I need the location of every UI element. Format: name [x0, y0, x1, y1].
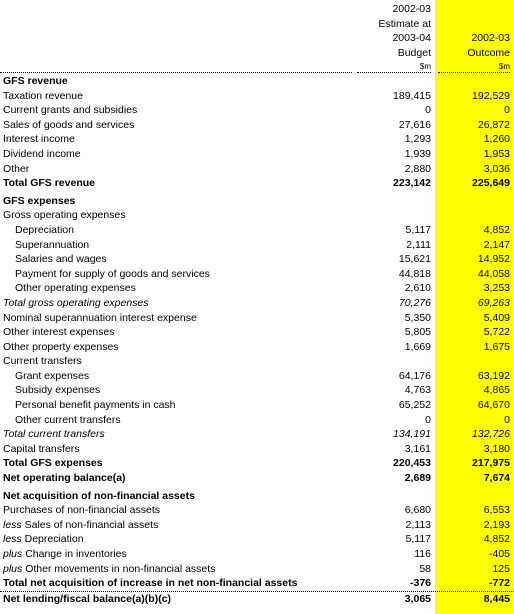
row-label-text: Sales of non-financial assets — [24, 518, 159, 531]
estimate-value: 2,113 — [405, 518, 431, 531]
estimate-value: 64,176 — [398, 369, 431, 382]
outcome-value: 3,253 — [483, 282, 510, 295]
outcome-value: 6,553 — [483, 504, 510, 517]
row-label: Total net acquisition of increase in net non-financial assets — [3, 577, 298, 590]
estimate-value: 2,689 — [404, 472, 431, 485]
outcome-value: 225,649 — [472, 177, 510, 190]
row-label: Gross operating expenses — [3, 209, 126, 222]
outcome-value: 69,263 — [477, 296, 510, 309]
outcome-value: 44,058 — [477, 267, 510, 280]
outcome-value: 26,872 — [477, 118, 510, 131]
row-label — [3, 518, 158, 533]
outcome-value: 5,722 — [483, 326, 510, 339]
table-row — [0, 311, 514, 326]
estimate-header-year: 2002-03 — [392, 3, 431, 15]
outcome-value: 192,529 — [472, 89, 510, 102]
row-label: Taxation revenue — [3, 89, 83, 102]
table-row — [0, 103, 514, 118]
table-row — [0, 296, 514, 311]
table-row — [0, 503, 514, 518]
table-row — [0, 442, 514, 457]
outcome-column-header — [436, 31, 510, 75]
estimate-value: 3,161 — [404, 442, 431, 455]
estimate-value: 4,763 — [404, 384, 431, 397]
table-row — [0, 456, 514, 471]
row-label — [3, 547, 127, 562]
estimate-value: 0 — [425, 413, 431, 426]
estimate-value: 189,415 — [393, 89, 431, 102]
header-rule-labels — [0, 72, 352, 73]
table-row — [0, 223, 514, 238]
table-row — [0, 118, 514, 133]
table-row — [0, 208, 514, 223]
outcome-header-line2: Outcome — [467, 46, 510, 59]
estimate-value: 3,065 — [404, 592, 431, 605]
estimate-header-line4: Budget — [397, 46, 431, 59]
row-label: Subsidy expenses — [15, 384, 101, 397]
table-row — [0, 147, 514, 162]
estimate-value: -376 — [409, 577, 431, 590]
outcome-value: 0 — [504, 413, 510, 426]
row-label: Depreciation — [15, 223, 74, 236]
estimate-value: 134,191 — [393, 428, 431, 441]
estimate-value: 5,805 — [404, 326, 431, 339]
outcome-value: 8,445 — [483, 592, 510, 605]
outcome-value: 2,193 — [483, 518, 510, 531]
row-label — [3, 532, 84, 547]
row-label: Interest income — [3, 133, 75, 146]
row-label: Personal benefit payments in cash — [15, 399, 176, 412]
estimate-value: 1,293 — [404, 133, 431, 146]
estimate-value: 223,142 — [393, 177, 431, 190]
outcome-value: 4,865 — [483, 384, 510, 397]
row-label: GFS revenue — [3, 75, 68, 87]
outcome-value: 125 — [492, 562, 510, 575]
row-label: Other — [3, 162, 30, 175]
table-header — [0, 0, 514, 74]
outcome-value: 64,670 — [477, 399, 510, 412]
table-body — [0, 74, 514, 606]
row-label-prefix: less — [3, 533, 22, 546]
estimate-value: 1,669 — [404, 340, 431, 353]
estimate-header-line3: 2003-04 — [392, 32, 431, 45]
estimate-value: 5,117 — [405, 533, 431, 546]
table-row — [0, 427, 514, 442]
outcome-value: 3,180 — [483, 442, 510, 455]
estimate-column-header — [355, 2, 431, 75]
row-label: Grant expenses — [15, 369, 90, 382]
table-row — [0, 340, 514, 355]
table-row — [0, 281, 514, 296]
row-label: Dividend income — [3, 147, 81, 160]
outcome-value: 63,192 — [477, 369, 510, 382]
header-rule-estimate — [357, 72, 431, 73]
outcome-value: 3,036 — [483, 162, 510, 175]
estimate-value: 70,276 — [398, 296, 431, 309]
table-row — [0, 532, 514, 547]
estimate-value: 6,680 — [404, 504, 431, 517]
estimate-value: 65,252 — [398, 399, 431, 412]
row-label-text: Change in inventories — [25, 548, 127, 560]
row-label: Current transfers — [3, 355, 82, 368]
outcome-value: -405 — [488, 548, 510, 560]
table-row — [0, 162, 514, 177]
table-row — [0, 413, 514, 428]
row-label: Total current transfers — [3, 428, 105, 441]
table-row — [0, 547, 514, 562]
outcome-value: 14,952 — [477, 253, 510, 266]
table-row — [0, 489, 514, 504]
row-label: Sales of goods and services — [3, 118, 135, 131]
row-label: Salaries and wages — [15, 253, 107, 266]
outcome-value: 1,260 — [483, 133, 510, 146]
row-label-text: Other movements in non-financial assets — [25, 562, 216, 575]
table-row — [0, 252, 514, 267]
estimate-value: 15,621 — [398, 253, 431, 266]
row-label: Capital transfers — [3, 442, 80, 455]
estimate-header-unit: $m — [419, 62, 431, 72]
row-label: Superannuation — [15, 238, 90, 251]
outcome-value: 1,953 — [483, 147, 510, 160]
outcome-header-year: 2002-03 — [471, 32, 510, 44]
row-label: Total GFS expenses — [3, 457, 103, 470]
row-label: Net lending/fiscal balance(a)(b)(c) — [3, 592, 172, 605]
outcome-value: 4,852 — [483, 533, 510, 546]
table-row — [0, 89, 514, 104]
estimate-header-line2: Estimate at — [378, 17, 431, 30]
row-label: Purchases of non-financial assets — [3, 504, 161, 517]
row-label: Payment for supply of goods and services — [15, 267, 210, 280]
row-label: Net operating balance(a) — [3, 472, 126, 485]
estimate-value: 5,117 — [405, 223, 431, 236]
row-label: GFS expenses — [3, 194, 76, 207]
table-row — [0, 518, 514, 533]
table-row — [0, 592, 514, 607]
row-label: Net acquisition of non-financial assets — [3, 489, 195, 502]
outcome-header-unit: $m — [498, 62, 510, 72]
estimate-value: 2,111 — [406, 238, 431, 251]
outcome-value: 2,147 — [483, 238, 510, 251]
row-label: Current grants and subsidies — [3, 104, 138, 117]
row-label: Nominal superannuation interest expense — [3, 311, 197, 324]
row-label-text: Depreciation — [24, 533, 84, 546]
table-row — [0, 398, 514, 413]
outcome-value: 0 — [504, 104, 510, 117]
table-row — [0, 576, 514, 592]
estimate-value: 58 — [419, 562, 431, 575]
estimate-value: 0 — [425, 104, 431, 117]
outcome-value: 5,409 — [483, 311, 510, 324]
row-label: Other current transfers — [15, 413, 121, 426]
table-row — [0, 383, 514, 398]
table-row — [0, 471, 514, 486]
table-row — [0, 354, 514, 369]
estimate-value: 2,880 — [404, 162, 431, 175]
table-row — [0, 74, 514, 89]
row-label: Other property expenses — [3, 340, 119, 353]
row-label: Other operating expenses — [15, 282, 136, 295]
outcome-value: 1,675 — [483, 340, 510, 353]
row-label: Other interest expenses — [3, 326, 115, 339]
row-label-prefix: plus — [3, 562, 23, 575]
row-label — [3, 562, 215, 577]
row-label: Total GFS revenue — [3, 177, 95, 190]
header-rule-outcome — [438, 72, 510, 73]
outcome-value: 217,975 — [472, 457, 510, 470]
table-row — [0, 194, 514, 209]
table-row — [0, 562, 514, 577]
estimate-value: 1,939 — [404, 147, 431, 160]
table-row — [0, 267, 514, 282]
estimate-value: 116 — [414, 548, 431, 560]
outcome-value: 132,726 — [472, 428, 510, 441]
table-row — [0, 238, 514, 253]
estimate-value: 27,616 — [398, 118, 431, 131]
row-label-prefix: plus — [3, 548, 23, 560]
estimate-value: 44,818 — [398, 267, 431, 280]
estimate-value: 5,350 — [404, 311, 431, 324]
table-row — [0, 369, 514, 384]
row-label: Total gross operating expenses — [3, 296, 149, 309]
table-row — [0, 325, 514, 340]
outcome-value: 4,852 — [483, 223, 510, 236]
table-row — [0, 176, 514, 191]
row-label-prefix: less — [3, 518, 22, 531]
table-row — [0, 132, 514, 147]
estimate-value: 220,453 — [393, 457, 431, 470]
outcome-value: -772 — [488, 577, 510, 590]
outcome-value: 7,674 — [483, 472, 510, 485]
estimate-value: 2,610 — [404, 282, 431, 295]
